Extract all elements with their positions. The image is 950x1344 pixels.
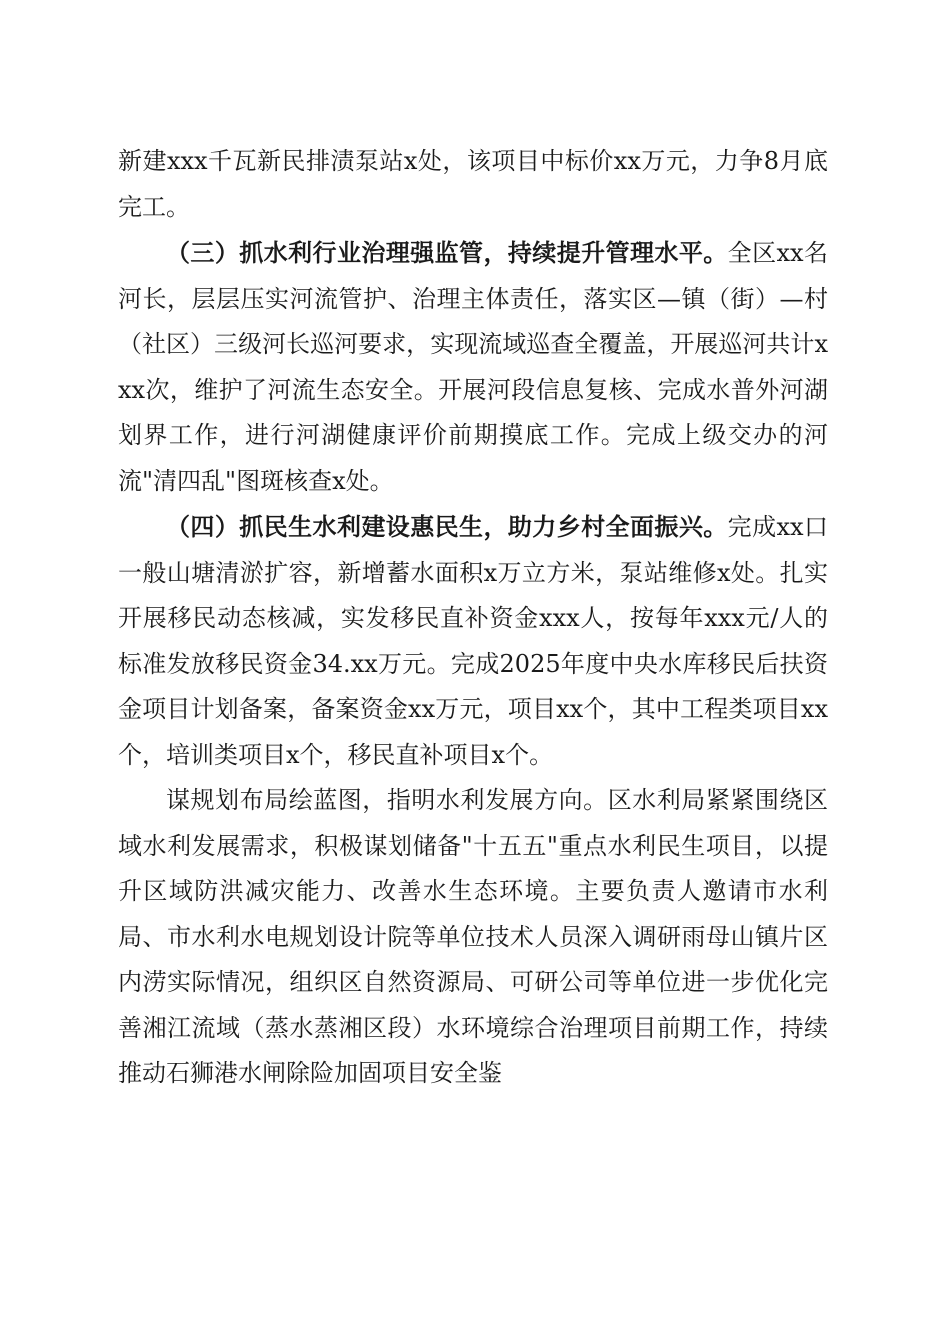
document-page bbox=[118, 139, 828, 1097]
paragraph-text: 新建xxx千瓦新民排渍泵站x处，该项目中标价xx万元，力争8月底完工。 bbox=[118, 147, 828, 221]
paragraph-section-4 bbox=[118, 504, 828, 778]
section-heading: （三）抓水利行业治理强监管，持续提升管理水平。 bbox=[166, 238, 728, 267]
paragraph-text: 全区xx名河长，层层压实河流管护、治理主体责任，落实区—镇（街）—村（社区）三级河长巡河要求，实现流域巡查全覆盖，开展巡河共计xxx次，维护了河流生态安全。开展河段信息复核、完成水普外河湖划界工作，进行河湖健康评价前期摸底工作。完成上级交办的河流"清四乱"图斑核查x处。 bbox=[118, 239, 829, 495]
paragraph-planning bbox=[118, 778, 828, 1097]
section-heading: （四）抓民生水利建设惠民生，助力乡村全面振兴。 bbox=[166, 512, 728, 541]
paragraph-text: 完成xx口一般山塘清淤扩容，新增蓄水面积x万立方米，泵站维修x处。扎实开展移民动态核减，实发移民直补资金xxx人，按每年xxx元/人的标准发放移民资金34.xx万元。完成2025年度中央水库移民后扶资金项目计划备案，备案资金xx万元，项目xx个，其中工程类项目xx个，培训类项目x个，移民直补项目x个。 bbox=[118, 513, 829, 769]
paragraph-section-3 bbox=[118, 230, 828, 504]
paragraph-text: 谋规划布局绘蓝图，指明水利发展方向。区水利局紧紧围绕区域水利发展需求，积极谋划储备"十五五"重点水利民生项目，以提升区域防洪减灾能力、改善水生态环境。主要负责人邀请市水利局、市水利水电规划设计院等单位技术人员深入调研雨母山镇片区内涝实际情况，组织区自然资源局、可研公司等单位进一步优化完善湘江流域（蒸水蒸湘区段）水环境综合治理项目前期工作，持续推动石狮港水闸除险加固项目安全鉴 bbox=[118, 786, 828, 1087]
paragraph-pump-station bbox=[118, 139, 828, 230]
